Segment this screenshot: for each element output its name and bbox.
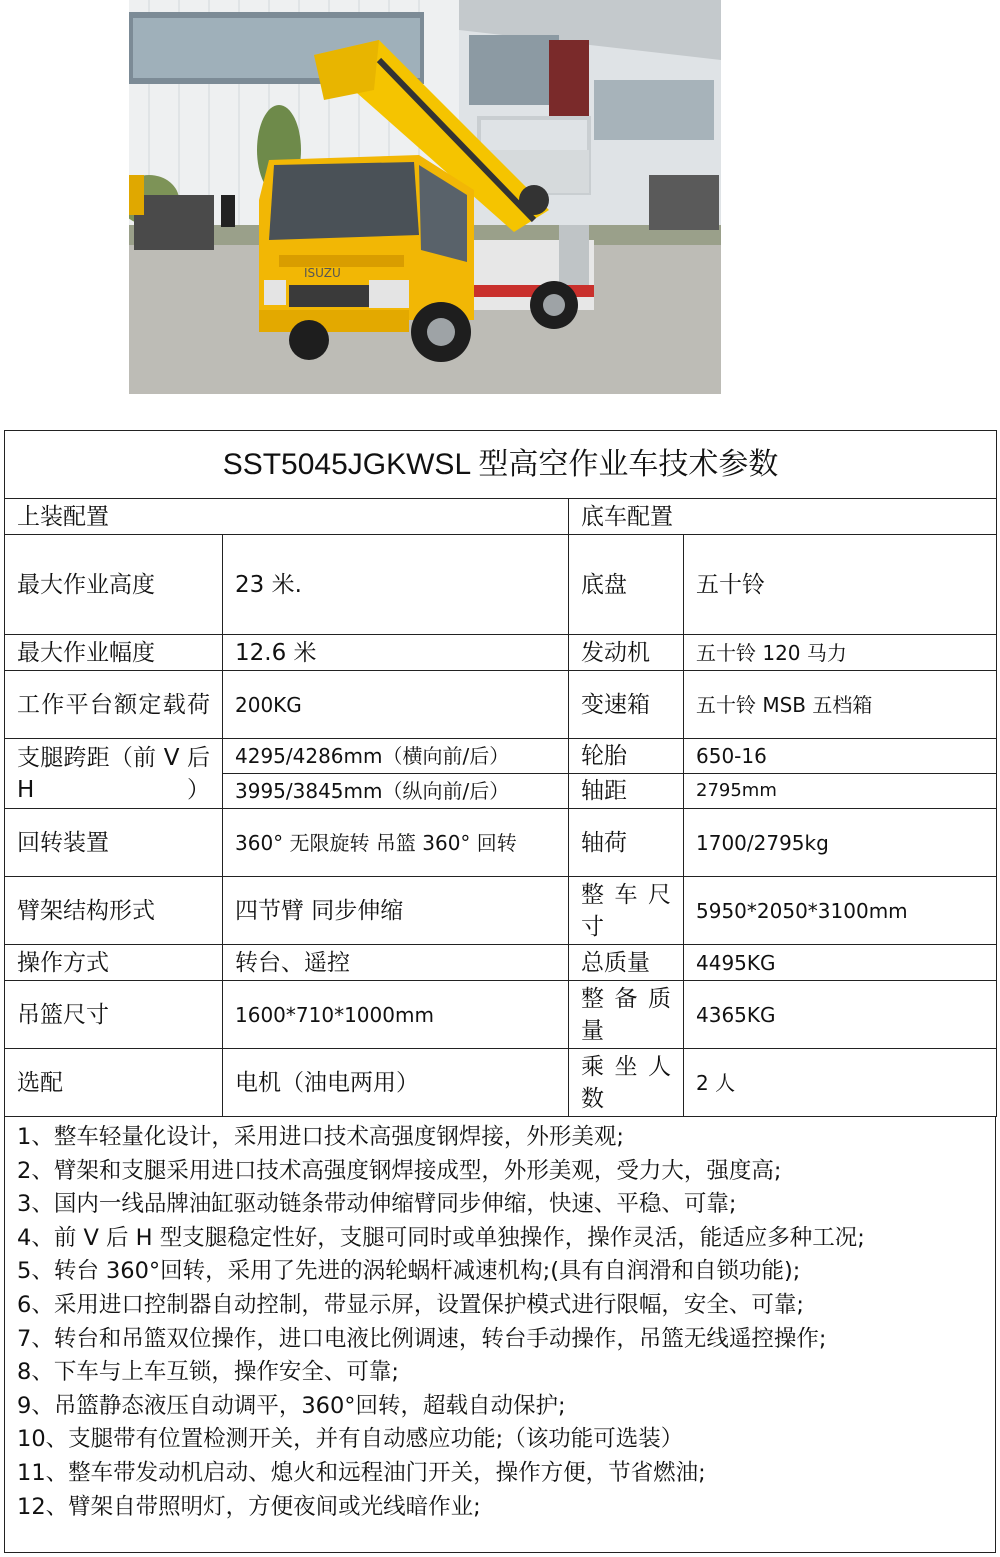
row-value: 电机（油电两用） <box>223 1049 569 1117</box>
row-label: 总质量 <box>569 945 684 981</box>
table-row <box>5 945 997 981</box>
table-row <box>5 635 997 671</box>
row-value: 4295/4286mm（横向前/后） <box>223 739 569 774</box>
list-item: 2、臂架和支腿采用进口技术高强度钢焊接成型，外形美观，受力大，强度高; <box>17 1157 782 1184</box>
row-label: 工作平台额定载荷 <box>5 671 223 739</box>
list-item: 10、支腿带有位置检测开关，并有自动感应功能;（该功能可选装） <box>17 1426 684 1453</box>
row-value: 3995/3845mm（纵向前/后） <box>223 774 569 809</box>
row-value: 1700/2795kg <box>684 809 997 877</box>
table-row <box>5 671 997 739</box>
aerial-work-truck-photo-icon <box>129 0 721 394</box>
row-label: 变速箱 <box>569 671 684 739</box>
table-row <box>5 1049 997 1117</box>
list-item: 8、下车与上车互锁，操作安全、可靠; <box>17 1359 399 1386</box>
list-item: 3、国内一线品牌油缸驱动链条带动伸缩臂同步伸缩，快速、平稳、可靠; <box>17 1191 737 1218</box>
feature-list <box>4 1116 996 1553</box>
row-value: 五十铃 MSB 五档箱 <box>684 671 997 739</box>
row-value: 五十铃 <box>684 535 997 635</box>
row-value: 5950*2050*3100mm <box>684 877 997 945</box>
row-label: 选配 <box>5 1049 223 1117</box>
truck-photo <box>129 0 721 394</box>
spec-table <box>4 430 997 1117</box>
row-label: 整车尺寸 <box>569 877 684 945</box>
table-row <box>5 877 997 945</box>
table-row <box>5 739 997 774</box>
row-value: 四节臂 同步伸缩 <box>223 877 569 945</box>
table-row <box>5 981 997 1049</box>
table-title-row <box>5 431 997 499</box>
row-label: 吊篮尺寸 <box>5 981 223 1049</box>
list-item: 4、前 V 后 H 型支腿稳定性好，支腿可同时或单独操作，操作灵活，能适应多种工况; <box>17 1224 865 1251</box>
row-value: 360° 无限旋转 吊篮 360° 回转 <box>223 809 569 877</box>
row-label: 轴距 <box>569 774 684 809</box>
row-label: 最大作业幅度 <box>5 635 223 671</box>
table-row <box>5 535 997 635</box>
row-label: 回转装置 <box>5 809 223 877</box>
section-header-row <box>5 499 997 535</box>
table-row <box>5 809 997 877</box>
row-label: 轴荷 <box>569 809 684 877</box>
row-value: 1600*710*1000mm <box>223 981 569 1049</box>
table-title: SST5045JGKWSL 型高空作业车技术参数 <box>5 431 997 499</box>
row-label: 支腿跨距（前 V 后 H） <box>5 739 223 809</box>
list-item: 12、臂架自带照明灯，方便夜间或光线暗作业; <box>17 1493 481 1520</box>
list-item: 1、整车轻量化设计，采用进口技术高强度钢焊接，外形美观; <box>17 1124 624 1150</box>
row-value: 650-16 <box>684 739 997 774</box>
row-value: 转台、遥控 <box>223 945 569 981</box>
row-value: 4365KG <box>684 981 997 1049</box>
row-label: 发动机 <box>569 635 684 671</box>
row-value: 23 米. <box>223 535 569 635</box>
section-left-header: 上装配置 <box>5 499 569 535</box>
row-value: 200KG <box>223 671 569 739</box>
section-right-header: 底车配置 <box>569 499 997 535</box>
row-label: 操作方式 <box>5 945 223 981</box>
row-label: 轮胎 <box>569 739 684 774</box>
list-item: 11、整车带发动机启动、熄火和远程油门开关，操作方便，节省燃油; <box>17 1459 706 1486</box>
row-label: 臂架结构形式 <box>5 877 223 945</box>
isuzu-logo-icon: ISUZU <box>304 266 341 280</box>
row-value: 4495KG <box>684 945 997 981</box>
row-label: 底盘 <box>569 535 684 635</box>
row-label: 乘坐人数 <box>569 1049 684 1117</box>
list-item: 5、转台 360°回转，采用了先进的涡轮蜗杆减速机构;(具有自润滑和自锁功能); <box>17 1258 801 1285</box>
list-item: 7、转台和吊篮双位操作，进口电液比例调速，转台手动操作，吊篮无线遥控操作; <box>17 1325 827 1352</box>
row-label: 最大作业高度 <box>5 535 223 635</box>
list-item: 9、吊篮静态液压自动调平，360°回转，超载自动保护; <box>17 1392 566 1419</box>
list-item: 6、采用进口控制器自动控制，带显示屏，设置保护模式进行限幅，安全、可靠; <box>17 1291 804 1318</box>
row-label: 整备质量 <box>569 981 684 1049</box>
row-value: 五十铃 120 马力 <box>684 635 997 671</box>
row-value: 2795mm <box>684 774 997 809</box>
row-value: 12.6 米 <box>223 635 569 671</box>
row-value: 2 人 <box>684 1049 997 1117</box>
